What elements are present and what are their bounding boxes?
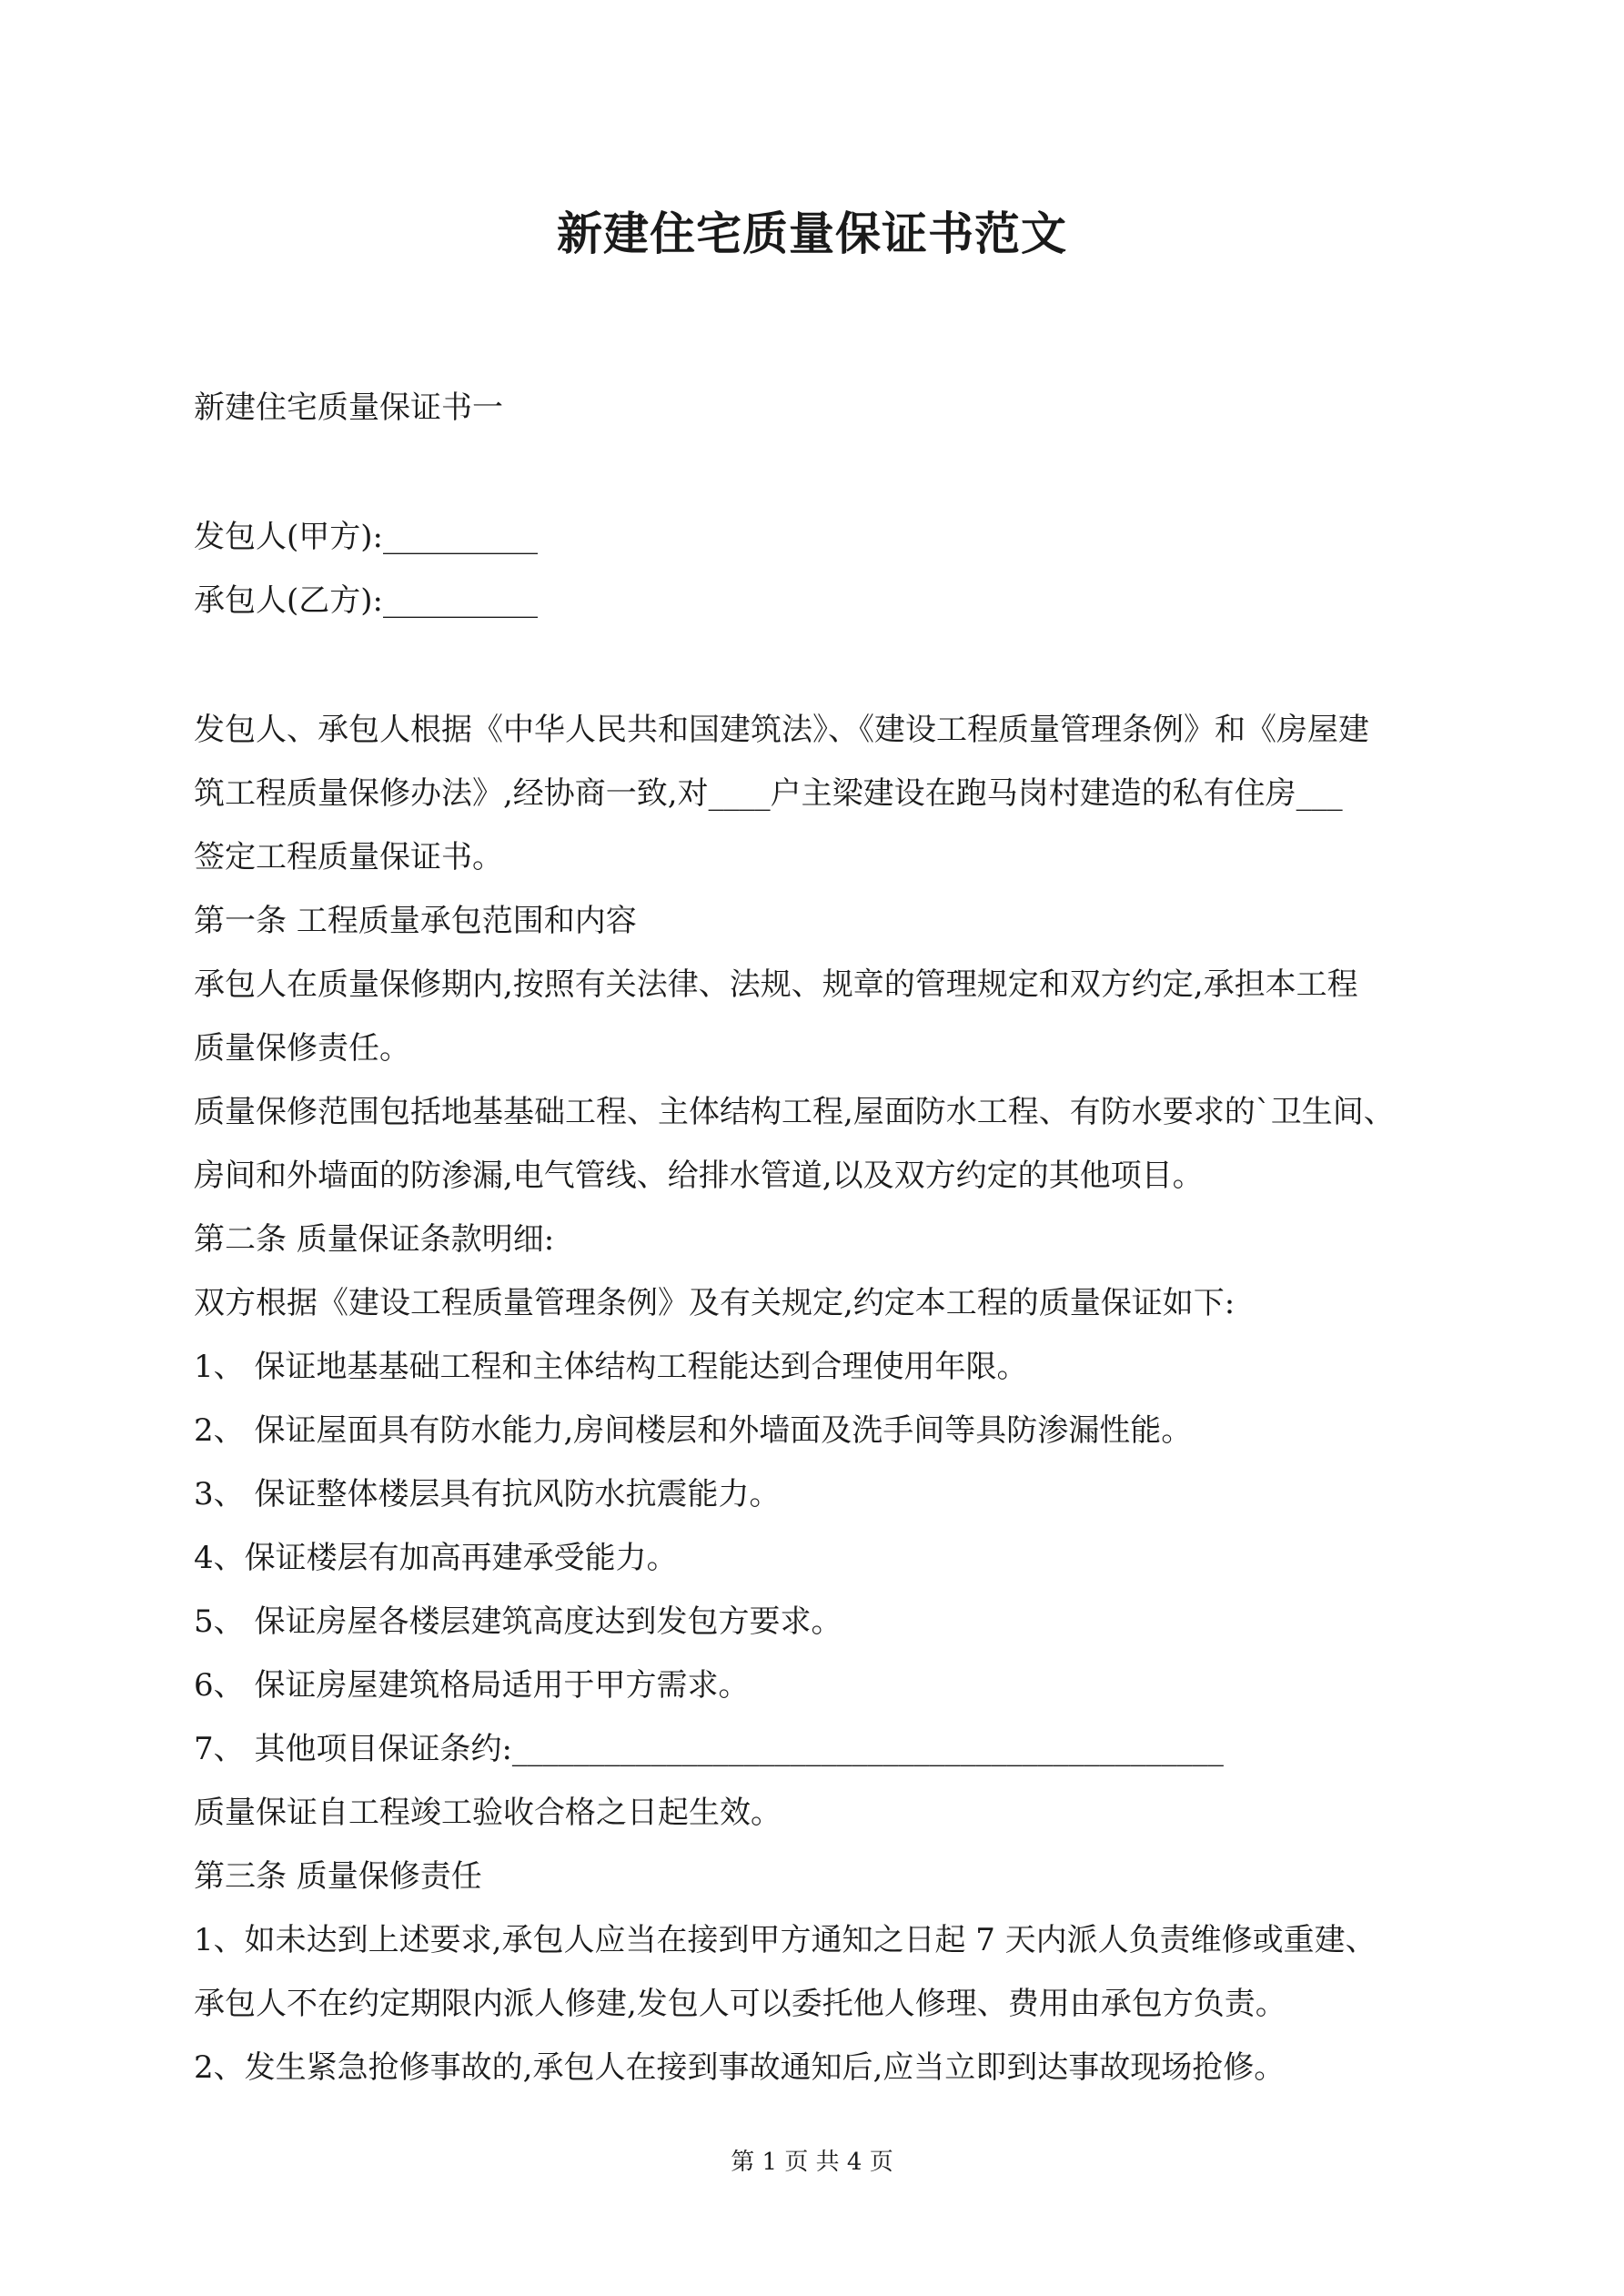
paragraph-line: 发包人、承包人根据《中华人民共和国建筑法》、《建设工程质量管理条例》和《房屋建: [194, 712, 1369, 748]
list-item: 2、 保证屋面具有防水能力,房间楼层和外墙面及洗手间等具防渗漏性能。: [194, 1412, 1193, 1449]
paragraph-line: 筑工程质量保修办法》,经协商一致,对____户主梁建设在跑马岗村建造的私有住房___: [194, 775, 1343, 812]
list-item: 7、 其他项目保证条约:______________________________________________: [194, 1731, 1224, 1767]
party-a-line: 发包人(甲方):__________: [194, 519, 538, 555]
paragraph-line: 承包人不在约定期限内派人修建,发包人可以委托他人修理、费用由承包方负责。: [194, 1986, 1286, 2022]
list-item: 4、保证楼层有加高再建承受能力。: [194, 1540, 678, 1576]
paragraph-line: 质量保修范围包括地基基础工程、主体结构工程,屋面防水工程、有防水要求的`卫生间、: [194, 1094, 1395, 1130]
paragraph-line: 1、如未达到上述要求,承包人应当在接到甲方通知之日起 7 天内派人负责维修或重建、: [194, 1922, 1377, 1958]
article-one-heading: 第一条 工程质量承包范围和内容: [194, 903, 637, 939]
paragraph-line: 签定工程质量保证书。: [194, 839, 503, 875]
list-item: 5、 保证房屋各楼层建筑高度达到发包方要求。: [194, 1603, 842, 1640]
paragraph-line: 承包人在质量保修期内,按照有关法律、法规、规章的管理规定和双方约定,承担本工程: [194, 966, 1358, 1003]
party-b-line: 承包人(乙方):__________: [194, 582, 538, 619]
list-item: 3、 保证整体楼层具有抗风防水抗震能力。: [194, 1476, 781, 1512]
page-number-footer: 第 1 页 共 4 页: [731, 2149, 893, 2176]
paragraph-line: 质量保证自工程竣工验收合格之日起生效。: [194, 1795, 782, 1831]
document-title: 新建住宅质量保证书范文: [557, 207, 1067, 260]
article-two-heading: 第二条 质量保证条款明细:: [194, 1221, 555, 1258]
paragraph-line: 双方根据《建设工程质量管理条例》及有关规定,约定本工程的质量保证如下:: [194, 1285, 1236, 1321]
list-item: 1、 保证地基基础工程和主体结构工程能达到合理使用年限。: [194, 1349, 1028, 1385]
list-item: 6、 保证房屋建筑格局适用于甲方需求。: [194, 1667, 750, 1704]
section-heading-certificate-one: 新建住宅质量保证书一: [194, 389, 503, 426]
paragraph-line: 房间和外墙面的防渗漏,电气管线、给排水管道,以及双方约定的其他项目。: [194, 1158, 1204, 1194]
paragraph-line: 质量保修责任。: [194, 1030, 410, 1067]
article-three-heading: 第三条 质量保修责任: [194, 1858, 482, 1895]
paragraph-line: 2、发生紧急抢修事故的,承包人在接到事故通知后,应当立即到达事故现场抢修。: [194, 2049, 1286, 2086]
